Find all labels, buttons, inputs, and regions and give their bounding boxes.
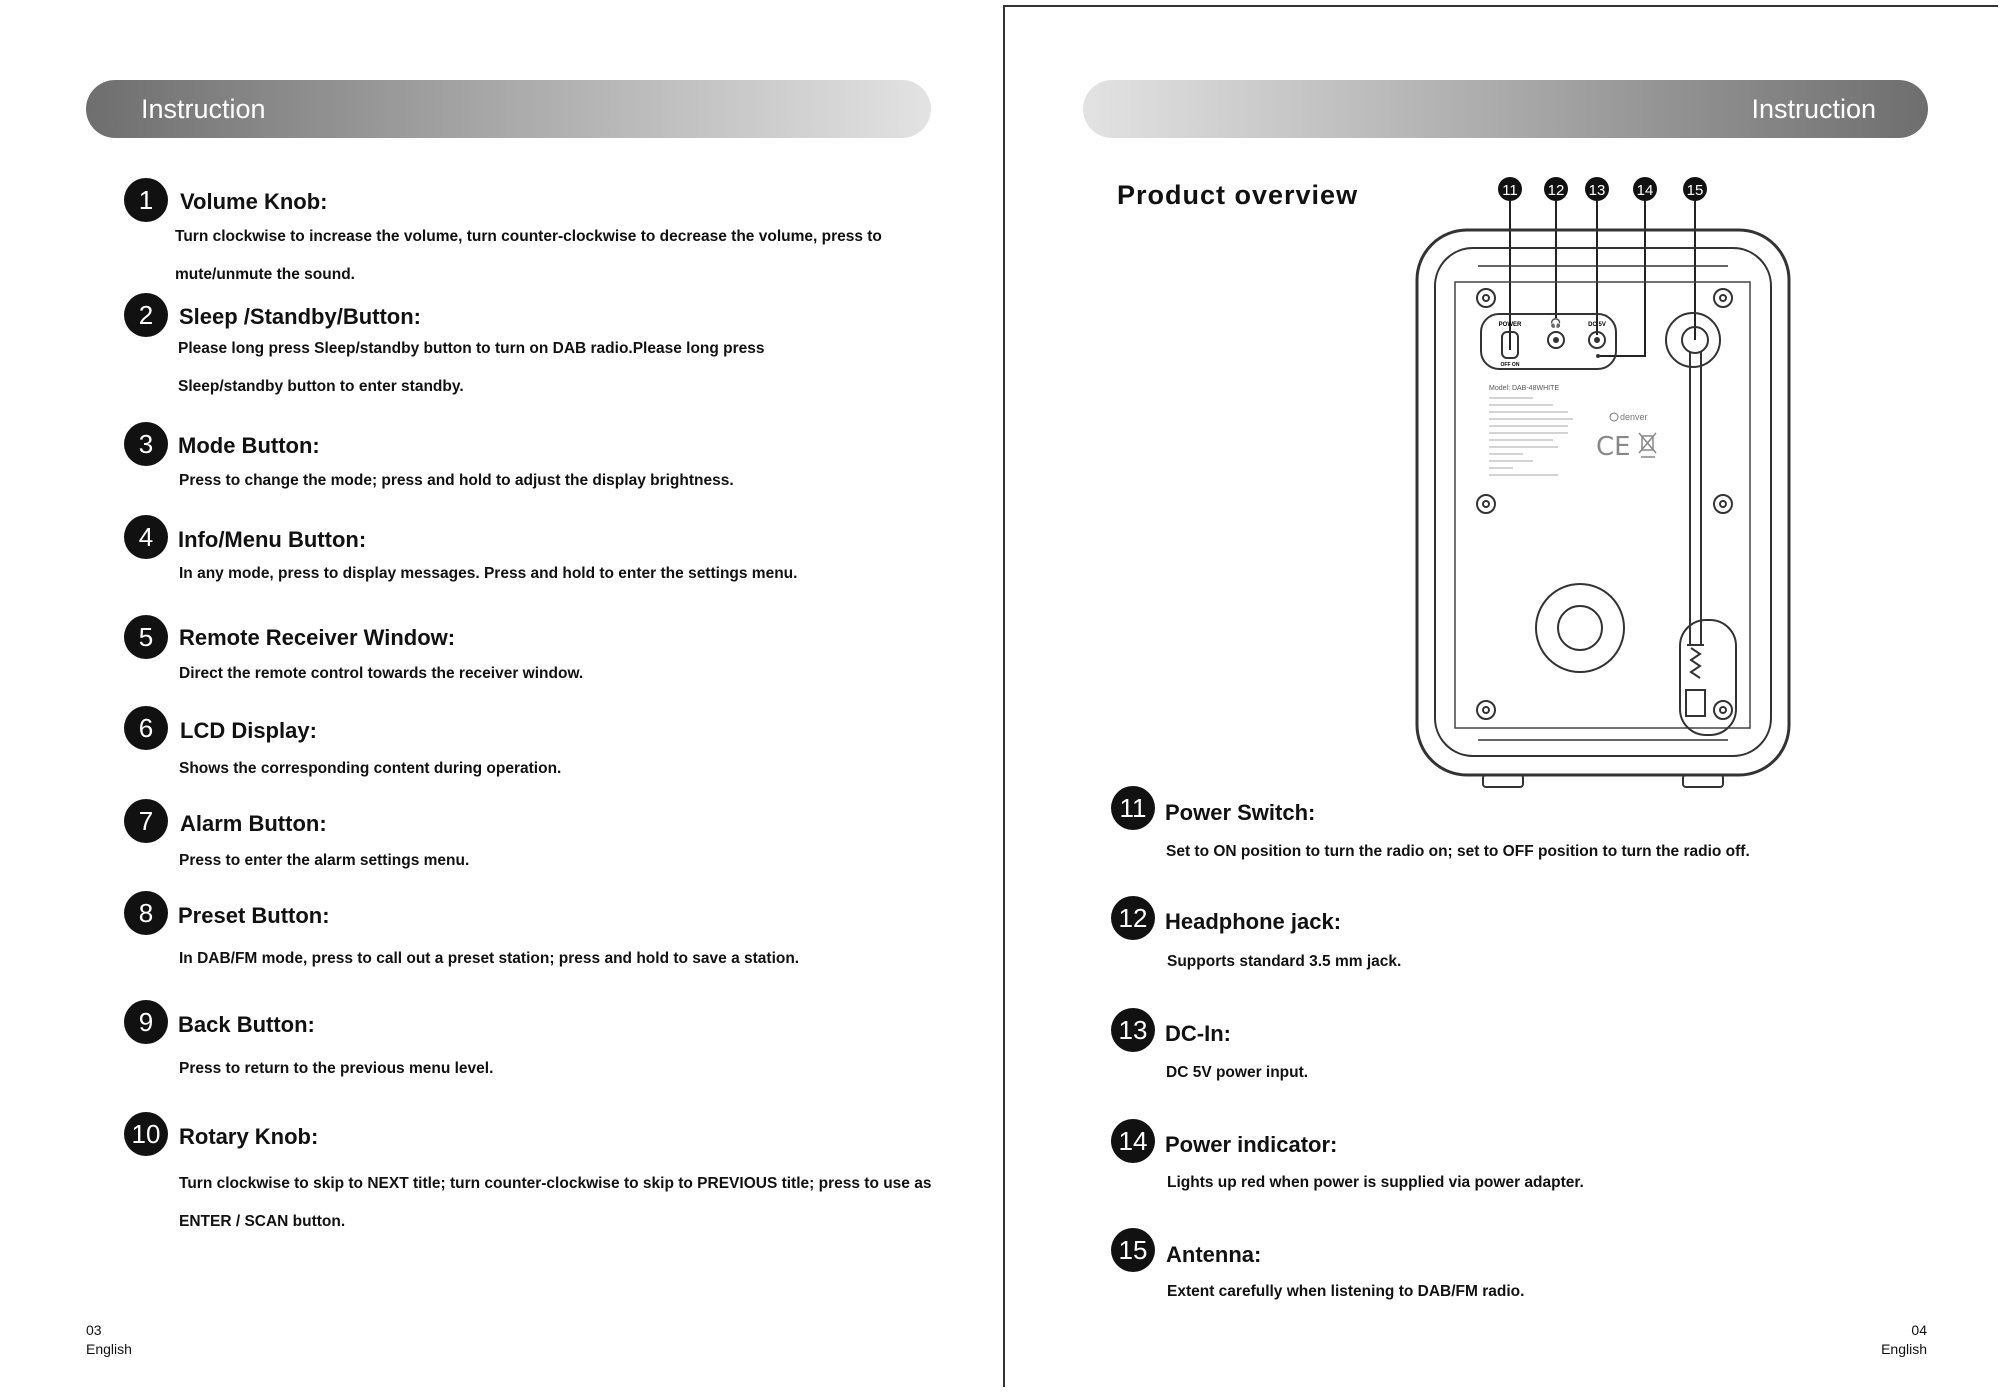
bass-port: [1536, 584, 1624, 672]
radio-outer-shell: [1417, 230, 1789, 775]
section-heading: Product overview: [1117, 180, 1359, 210]
page-language: English: [86, 1341, 132, 1357]
page-number: 04: [1911, 1322, 1927, 1338]
item-description: In any mode, press to display messages. Press and hold to enter the settings menu.: [179, 565, 798, 582]
item-number-badge: 5: [124, 615, 168, 659]
item-title: Mode Button:: [178, 433, 320, 458]
item-title: Back Button:: [178, 1012, 315, 1037]
item-description: Press to return to the previous menu level.: [179, 1060, 494, 1077]
item-title: Rotary Knob:: [179, 1124, 319, 1149]
item-title: Sleep /Standby/Button:: [179, 304, 421, 329]
page-footer: [86, 1321, 132, 1359]
item-title: Remote Receiver Window:: [179, 625, 456, 650]
svg-text:🎧: 🎧: [1550, 319, 1562, 329]
antenna: [1686, 352, 1705, 716]
item-description: Turn clockwise to skip to NEXT title; turn counter-clockwise to skip to PREVIOUS title; press to use as ENTER / SCAN button.: [179, 1175, 932, 1230]
page-language: English: [1881, 1341, 1927, 1357]
item-description: Direct the remote control towards the receiver window.: [179, 665, 584, 682]
svg-text:12: 12: [1547, 182, 1565, 199]
svg-text:Model: DAB-48WHITE: Model: DAB-48WHITE: [1489, 385, 1560, 392]
item-number-badge: 11: [1111, 786, 1155, 830]
item-description: Supports standard 3.5 mm jack.: [1167, 953, 1402, 970]
item-number-badge: 14: [1111, 1119, 1155, 1163]
item-description: Press to change the mode; press and hold to adjust the display brightness.: [179, 472, 734, 489]
item-description: Press to enter the alarm settings menu.: [179, 852, 470, 869]
left-page: [0, 0, 1003, 1392]
item-title: Volume Knob:: [180, 189, 328, 214]
item-title: Preset Button:: [178, 903, 330, 928]
item-title: DC-In:: [1165, 1021, 1231, 1046]
item-description: Turn clockwise to increase the volume, turn counter-clockwise to decrease the volume, press to mute/unmute the sound.: [175, 228, 882, 283]
item-number-badge: 6: [124, 706, 168, 750]
right-page: [1003, 0, 2016, 1392]
power-led: [1596, 354, 1600, 358]
item-description: Lights up red when power is supplied via power adapter.: [1167, 1174, 1584, 1191]
foot-right: [1683, 775, 1723, 787]
item-title: LCD Display:: [180, 718, 317, 743]
svg-text:DC 5V: DC 5V: [1588, 322, 1606, 328]
item-number-badge: 2: [124, 293, 168, 337]
item-title: Antenna:: [1166, 1242, 1262, 1267]
weee-bin-icon: [1639, 433, 1656, 457]
left-banner-title: Instruction: [141, 93, 266, 124]
radio-rear-diagram: [1383, 170, 1803, 810]
foot-left: [1483, 775, 1523, 787]
right-banner-title: Instruction: [1751, 93, 1876, 124]
svg-text:15: 15: [1686, 182, 1704, 199]
item-title: Power Switch:: [1165, 800, 1316, 825]
item-number-badge: 12: [1111, 896, 1155, 940]
svg-text:13: 13: [1588, 182, 1606, 199]
item-number-badge: 15: [1111, 1228, 1155, 1272]
item-number-badge: 13: [1111, 1008, 1155, 1052]
item-number-badge: 8: [124, 891, 168, 935]
item-number-badge: 4: [124, 515, 168, 559]
page-footer: [1873, 1321, 1927, 1359]
item-title: Info/Menu Button:: [178, 527, 367, 552]
callout-13: [1585, 177, 1609, 335]
svg-text:14: 14: [1636, 182, 1654, 199]
left-banner: [86, 80, 931, 138]
item-title: Alarm Button:: [180, 811, 327, 836]
item-number-badge: 10: [124, 1112, 168, 1156]
item-description: Please long press Sleep/standby button to turn on DAB radio.Please long press Sleep/standby button to enter standby.: [178, 340, 765, 395]
svg-text:11: 11: [1502, 182, 1518, 199]
item-description: Shows the corresponding content during operation.: [179, 760, 562, 777]
item-description: In DAB/FM mode, press to call out a preset station; press and hold to save a station.: [179, 950, 800, 967]
item-title: Headphone jack:: [1165, 909, 1342, 934]
svg-text:OFF ON: OFF ON: [1500, 362, 1520, 368]
item-number-badge: 1: [124, 178, 168, 222]
item-description: Set to ON position to turn the radio on; set to OFF position to turn the radio off.: [1166, 843, 1750, 860]
item-title: Power indicator:: [1165, 1132, 1338, 1157]
item-description: Extent carefully when listening to DAB/FM radio.: [1167, 1283, 1525, 1300]
ce-mark: CE: [1596, 432, 1631, 462]
page-number: 03: [86, 1322, 102, 1338]
antenna-mount: [1666, 313, 1720, 367]
svg-text:denver: denver: [1620, 412, 1648, 422]
right-banner: [1083, 80, 1928, 138]
svg-text:POWER: POWER: [1498, 322, 1522, 328]
item-description: DC 5V power input.: [1166, 1064, 1309, 1081]
item-number-badge: 3: [124, 422, 168, 466]
label-lines: [1489, 398, 1573, 475]
item-number-badge: 7: [124, 799, 168, 843]
item-number-badge: 9: [124, 1000, 168, 1044]
